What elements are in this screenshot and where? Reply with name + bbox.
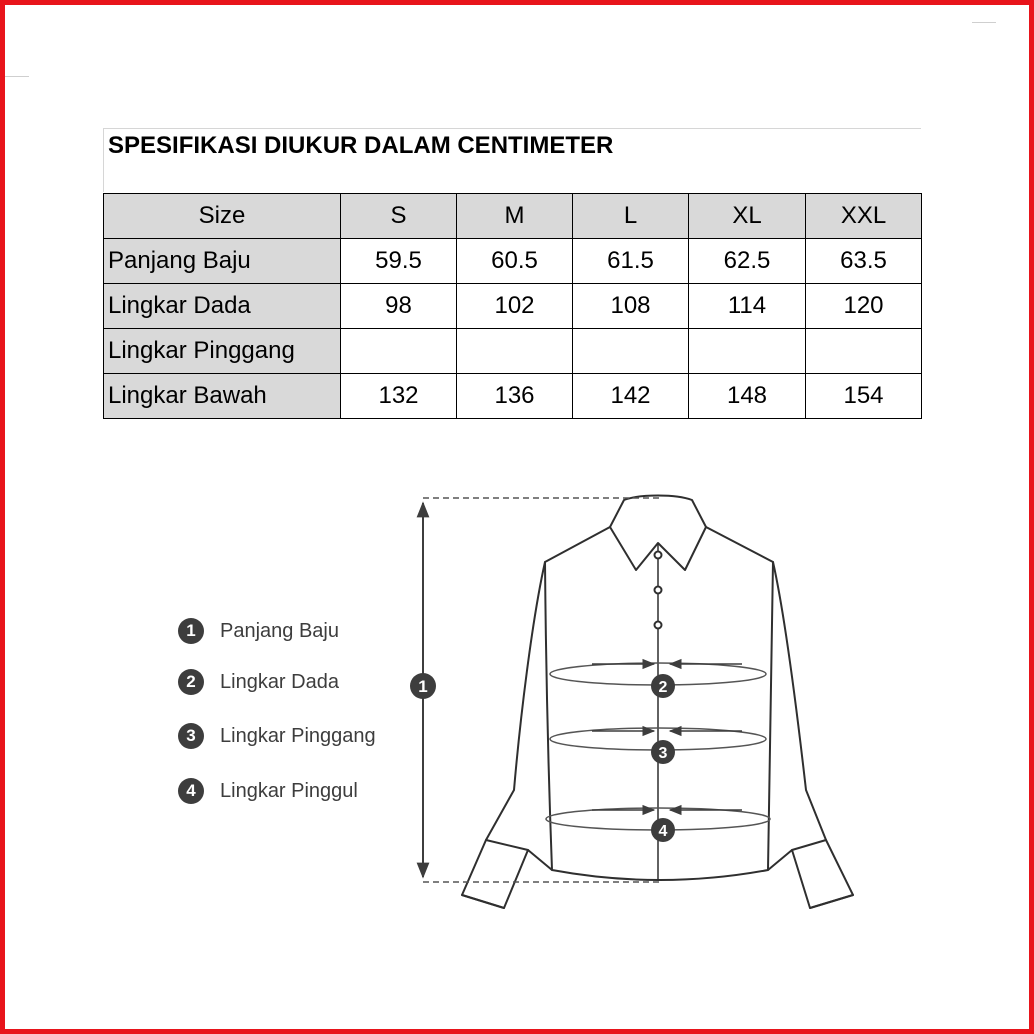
table-cell: 148: [689, 374, 806, 419]
header-cell-l: L: [573, 194, 689, 239]
legend-label: Lingkar Pinggul: [220, 780, 358, 802]
table-cell: 114: [689, 284, 806, 329]
legend-label: Lingkar Pinggang: [220, 725, 376, 747]
shirt-right-cuff: [792, 840, 853, 908]
table-heading: SPESIFIKASI DIUKUR DALAM CENTIMETER: [103, 128, 921, 192]
table-cell: 154: [806, 374, 922, 419]
number-badge: 3: [178, 723, 204, 749]
hip-marker: [651, 818, 675, 842]
table-cell: 132: [341, 374, 457, 419]
row-label: Lingkar Dada: [104, 284, 341, 329]
chest-marker: [651, 674, 675, 698]
shirt-button: [655, 587, 662, 594]
number-badge: 2: [178, 669, 204, 695]
shirt-left-sleeve: [462, 562, 552, 908]
shirt-right-sleeve: [768, 562, 853, 908]
table-cell: 98: [341, 284, 457, 329]
header-cell-xxl: XXL: [806, 194, 922, 239]
table-cell: 102: [457, 284, 573, 329]
table-cell: 120: [806, 284, 922, 329]
length-marker: [410, 673, 436, 699]
row-label: Lingkar Pinggang: [104, 329, 341, 374]
header-cell-s: S: [341, 194, 457, 239]
table-cell: 136: [457, 374, 573, 419]
chest-marker-label: 2: [658, 679, 668, 696]
header-cell-size: Size: [104, 194, 341, 239]
header-cell-xl: XL: [689, 194, 806, 239]
row-label: Panjang Baju: [104, 239, 341, 284]
legend-label: Panjang Baju: [220, 620, 339, 642]
hip-marker-label: 4: [658, 823, 668, 840]
length-marker-label: 1: [418, 677, 428, 696]
header-cell-m: M: [457, 194, 573, 239]
table-cell: 62.5: [689, 239, 806, 284]
waist-marker: [651, 740, 675, 764]
table-cell: 60.5: [457, 239, 573, 284]
waist-marker-label: 3: [658, 745, 668, 762]
row-label: Lingkar Bawah: [104, 374, 341, 419]
table-cell: 108: [573, 284, 689, 329]
shirt-button: [655, 552, 662, 559]
table-cell: 59.5: [341, 239, 457, 284]
table-cell: 63.5: [806, 239, 922, 284]
table-cell: 61.5: [573, 239, 689, 284]
number-badge: 4: [178, 778, 204, 804]
legend-label: Lingkar Dada: [220, 671, 339, 693]
shirt-button: [655, 622, 662, 629]
number-badge: 1: [178, 618, 204, 644]
table-cell: 142: [573, 374, 689, 419]
